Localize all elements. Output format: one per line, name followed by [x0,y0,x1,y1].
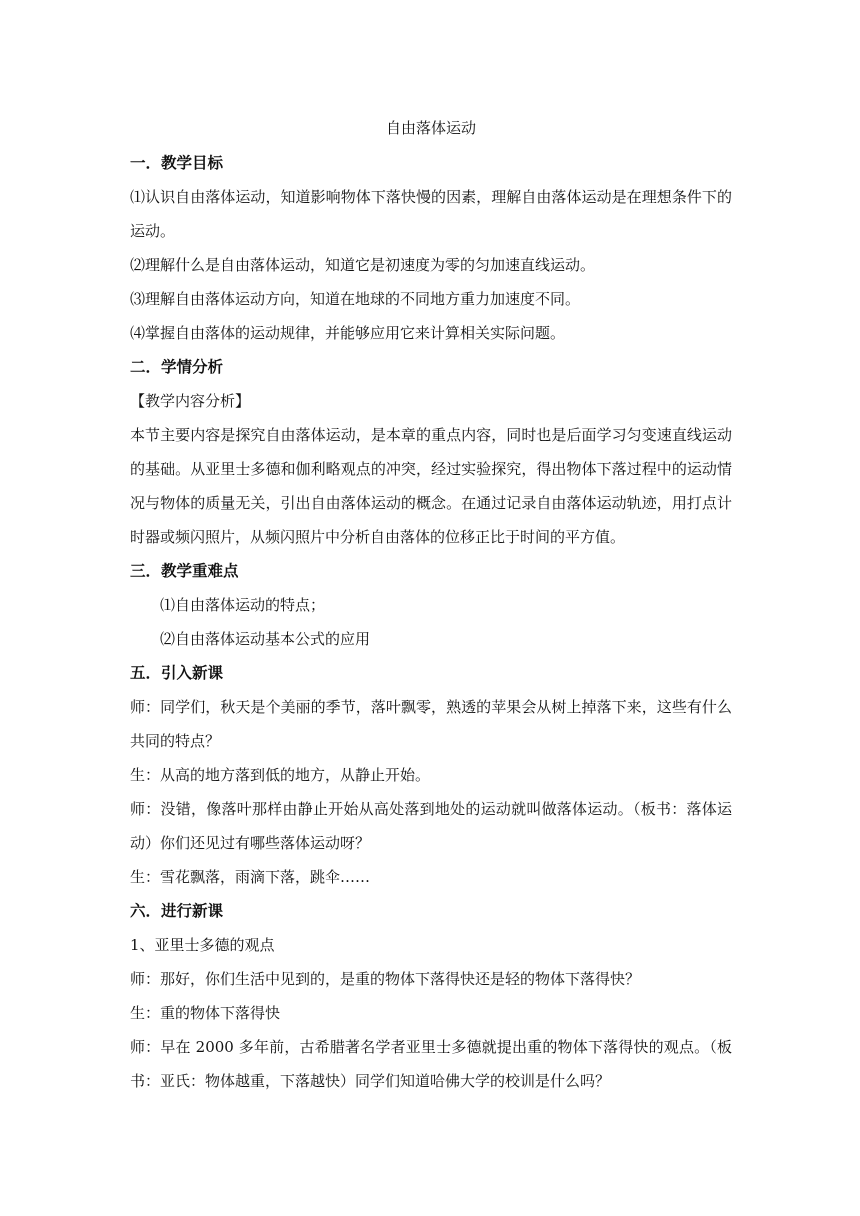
objective-item-4: ⑷掌握自由落体的运动规律，并能够应用它来计算相关实际问题。 [130,324,566,342]
dialogue-line: 生：重的物体下落得快 [130,1004,281,1022]
document-body [130,114,732,1098]
dialogue-line: 师：早在 2000 多年前，古希腊著名学者亚里士多德就提出重的物体下落得快的观点。（板书：亚氏：物体越重，下落越快）同学们知道哈佛大学的校训是什么吗？ [130,1038,732,1090]
section-heading-key-points: 三．教学重难点 [130,562,239,580]
key-point-2: ⑵自由落体运动基本公式的应用 [160,630,371,648]
document-title: 自由落体运动 [385,119,476,137]
dialogue-line: 师：同学们，秋天是个美丽的季节，落叶飘零，熟透的苹果会从树上掉落下来，这些有什么共同的特点？ [130,698,732,750]
dialogue-line: 生：雪花飘落，雨滴下落，跳伞…… [130,868,371,886]
section-heading-new-lesson: 六．进行新课 [130,902,224,920]
section-heading-analysis: 二．学情分析 [130,358,224,376]
objective-item-3: ⑶理解自由落体运动方向，知道在地球的不同地方重力加速度不同。 [130,290,581,308]
objective-item-2: ⑵理解什么是自由落体运动，知道它是初速度为零的匀加速直线运动。 [130,256,596,274]
section-heading-objectives: 一．教学目标 [130,154,224,172]
objective-item-1: ⑴认识自由落体运动，知道影响物体下落快慢的因素，理解自由落体运动是在理想条件下的运动。 [130,188,732,240]
section-heading-introduction: 五．引入新课 [130,664,224,682]
dialogue-line: 师：没错，像落叶那样由静止开始从高处落到地处的运动就叫做落体运动。（板书：落体运动）你们还见过有哪些落体运动呀？ [130,800,732,852]
dialogue-line: 师：那好，你们生活中见到的，是重的物体下落得快还是轻的物体下落得快？ [130,970,641,988]
dialogue-line: 生：从高的地方落到低的地方，从静止开始。 [130,766,431,784]
analysis-subheading: 【教学内容分析】 [130,392,251,410]
lesson-subtitle: 1、亚里士多德的观点 [130,936,275,954]
analysis-paragraph: 本节主要内容是探究自由落体运动，是本章的重点内容，同时也是后面学习匀变速直线运动的基础。从亚里士多德和伽利略观点的冲突，经过实验探究，得出物体下落过程中的运动情况与物体的质量无关，引出自由落体运动的概念。在通过记录自由落体运动轨迹，用打点计时器或频闪照片，从频闪照片中分析自由落体的位移正比于时间的平方值。 [130,426,732,546]
key-point-1: ⑴自由落体运动的特点； [160,596,326,614]
